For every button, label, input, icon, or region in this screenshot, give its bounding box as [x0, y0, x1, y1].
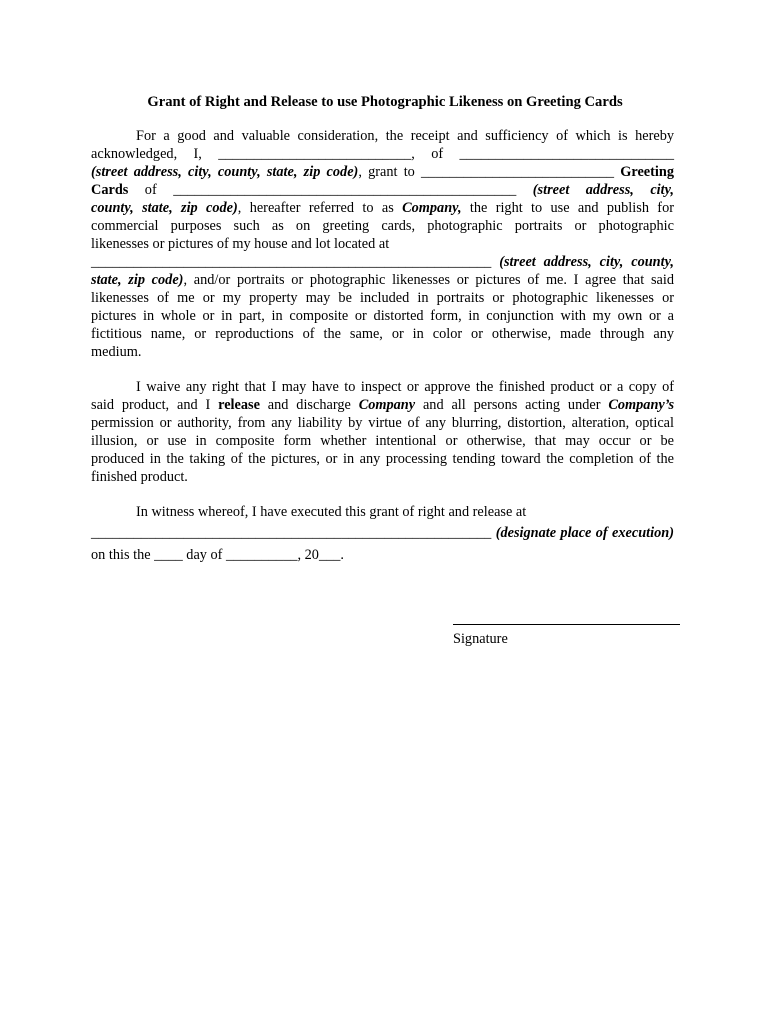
p3-line-3: on this the ____ day of __________, 20___. [91, 547, 344, 563]
address-hint: (street address, city, county, [499, 254, 674, 270]
company-term: Company [358, 397, 416, 413]
p1-text: , hereafter referred to as [237, 200, 403, 216]
address-hint: county, state, zip code) [91, 200, 238, 216]
p1-line-10: likenesses of me or my property may be included in portraits or photographic likenesses or [91, 290, 674, 306]
signature-line [453, 624, 680, 625]
p3-line-2 [91, 524, 674, 542]
p2-line-1: I waive any right that I may have to inspect or approve the finished product or a copy of [136, 379, 674, 395]
p1-line-11: pictures in whole or in part, in composite or distorted form, in conjunction with my own or a [91, 308, 674, 324]
p1-line-5 [91, 199, 674, 217]
p3-line-1: In witness whereof, I have executed this grant of right and release at [136, 504, 527, 520]
p2-line-2 [91, 396, 674, 414]
p1-line-7: likenesses or pictures of my house and lot located at [91, 236, 390, 252]
p1-text: , and/or portraits or photographic likenesses or pictures of me. I agree that said [183, 272, 674, 288]
p2-line-6: finished product. [91, 469, 188, 485]
cards-label: Cards [91, 182, 129, 198]
property-address-blank: ________________________________________________________ [91, 254, 500, 270]
p1-line-6: commercial purposes such as on greeting cards, photographic portraits or photographic [91, 218, 674, 234]
cards-address-blank: of ________________________________________________ [128, 182, 533, 198]
document-title: Grant of Right and Release to use Photographic Likeness on Greeting Cards [147, 94, 623, 110]
address-hint: state, zip code) [91, 272, 184, 288]
grant-to-text: , grant to ___________________________ [358, 164, 621, 180]
execution-place-hint: (designate place of execution) [495, 525, 674, 541]
p1-line-1: For a good and valuable consideration, the receipt and sufficiency of which is hereby [136, 128, 674, 144]
execution-place-blank: ________________________________________________________ [91, 525, 496, 541]
release-term: release [218, 397, 260, 413]
p1-line-4 [91, 181, 674, 199]
p2-line-5: produced in the taking of the pictures, or in any processing tending toward the completion of the [91, 451, 674, 467]
p1-text: the right to use and publish for [461, 200, 674, 216]
p1-line-8 [91, 253, 674, 271]
p2-text: said product, and I [91, 397, 219, 413]
p2-text: and all persons acting under [415, 397, 609, 413]
greeting-label: Greeting [620, 164, 674, 180]
p1-line-2: acknowledged, I, ___________________________, of ______________________________ [91, 146, 674, 162]
p1-line-12: fictitious name, or reproductions of the same, or in color or otherwise, made through any [91, 326, 674, 342]
address-hint: (street address, city, [532, 182, 674, 198]
p1-line-9 [91, 271, 674, 289]
signature-label: Signature [453, 631, 508, 647]
p2-line-3: permission or authority, from any liability by virtue of any blurring, distortion, alteration, optical [91, 415, 674, 431]
p1-line-3 [91, 163, 674, 181]
p2-line-4: illusion, or use in composite form whether intentional or otherwise, that may occur or be [91, 433, 674, 449]
address-hint: (street address, city, county, state, zip code) [91, 164, 359, 180]
p1-line-13: medium. [91, 344, 142, 360]
company-term: Company, [402, 200, 462, 216]
p2-text: and discharge [259, 397, 359, 413]
company-term: Company’s [608, 397, 675, 413]
